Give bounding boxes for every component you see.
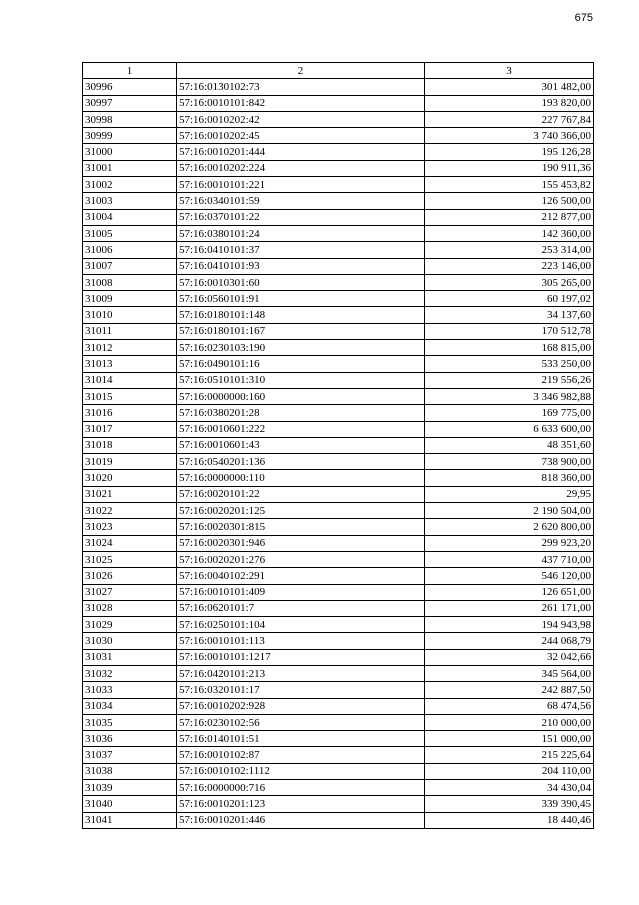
row-number-cell: 30996: [83, 79, 177, 95]
value-cell: 818 360,00: [425, 470, 594, 486]
value-cell: 299 923,20: [425, 535, 594, 551]
row-number-cell: 31014: [83, 372, 177, 388]
value-cell: 3 740 366,00: [425, 128, 594, 144]
value-cell: 169 775,00: [425, 405, 594, 421]
cadastral-number-cell: 57:16:0000000:110: [177, 470, 425, 486]
table-row: [83, 421, 594, 437]
value-cell: 3 346 982,88: [425, 388, 594, 404]
value-cell: 301 482,00: [425, 79, 594, 95]
row-number-cell: 31025: [83, 551, 177, 567]
row-number-cell: 31029: [83, 617, 177, 633]
value-cell: 437 710,00: [425, 551, 594, 567]
cadastral-number-cell: 57:16:0010101:113: [177, 633, 425, 649]
value-cell: 168 815,00: [425, 340, 594, 356]
cadastral-number-cell: 57:16:0340101:59: [177, 193, 425, 209]
table-row: [83, 519, 594, 535]
value-cell: 227 767,84: [425, 111, 594, 127]
cadastral-number-cell: 57:16:0410101:37: [177, 242, 425, 258]
cadastral-number-cell: 57:16:0180101:148: [177, 307, 425, 323]
table-row: [83, 568, 594, 584]
cadastral-number-cell: 57:16:0020201:125: [177, 503, 425, 519]
value-cell: 60 197,02: [425, 291, 594, 307]
table-row: [83, 225, 594, 241]
value-cell: 305 265,00: [425, 274, 594, 290]
table-row: [83, 405, 594, 421]
table-row: [83, 144, 594, 160]
cadastral-number-cell: 57:16:0010202:224: [177, 160, 425, 176]
value-cell: 2 190 504,00: [425, 503, 594, 519]
table-row: [83, 665, 594, 681]
table-row: [83, 160, 594, 176]
cadastral-number-cell: 57:16:0230102:56: [177, 714, 425, 730]
cadastral-number-cell: 57:16:0180101:167: [177, 323, 425, 339]
cadastral-number-cell: 57:16:0020301:815: [177, 519, 425, 535]
cadastral-number-cell: 57:16:0000000:160: [177, 388, 425, 404]
value-cell: 195 126,28: [425, 144, 594, 160]
cadastral-number-cell: 57:16:0560101:91: [177, 291, 425, 307]
row-number-cell: 31027: [83, 584, 177, 600]
row-number-cell: 31023: [83, 519, 177, 535]
row-number-cell: 31011: [83, 323, 177, 339]
cadastral-number-cell: 57:16:0320101:17: [177, 682, 425, 698]
table-row: [83, 633, 594, 649]
column-header-1: 1: [83, 63, 177, 79]
cadastral-number-cell: 57:16:0540201:136: [177, 454, 425, 470]
page-number: 675: [574, 12, 593, 24]
header-row: [83, 63, 594, 79]
table-row: [83, 340, 594, 356]
row-number-cell: 31016: [83, 405, 177, 421]
row-number-cell: 31021: [83, 486, 177, 502]
table-row: [83, 323, 594, 339]
row-number-cell: 31034: [83, 698, 177, 714]
cadastral-number-cell: 57:16:0010101:409: [177, 584, 425, 600]
cadastral-number-cell: 57:16:0620101:7: [177, 600, 425, 616]
table-row: [83, 682, 594, 698]
cadastral-number-cell: 57:16:0020301:946: [177, 535, 425, 551]
row-number-cell: 31035: [83, 714, 177, 730]
cadastral-number-cell: 57:16:0010601:43: [177, 437, 425, 453]
row-number-cell: 31019: [83, 454, 177, 470]
value-cell: 2 620 800,00: [425, 519, 594, 535]
table-row: [83, 714, 594, 730]
row-number-cell: 31020: [83, 470, 177, 486]
value-cell: 219 556,26: [425, 372, 594, 388]
table-row: [83, 274, 594, 290]
table-row: [83, 649, 594, 665]
cadastral-number-cell: 57:16:0010601:222: [177, 421, 425, 437]
cadastral-number-cell: 57:16:0010202:928: [177, 698, 425, 714]
value-cell: 142 360,00: [425, 225, 594, 241]
cadastral-number-cell: 57:16:0130102:73: [177, 79, 425, 95]
table-row: [83, 209, 594, 225]
table-row: [83, 763, 594, 779]
row-number-cell: 31010: [83, 307, 177, 323]
table-row: [83, 437, 594, 453]
table-row: [83, 258, 594, 274]
column-header-3: 3: [425, 63, 594, 79]
row-number-cell: 31004: [83, 209, 177, 225]
row-number-cell: 31030: [83, 633, 177, 649]
value-cell: 48 351,60: [425, 437, 594, 453]
row-number-cell: 31028: [83, 600, 177, 616]
value-cell: 126 500,00: [425, 193, 594, 209]
table-row: [83, 698, 594, 714]
table-row: [83, 617, 594, 633]
row-number-cell: 31007: [83, 258, 177, 274]
row-number-cell: 31006: [83, 242, 177, 258]
table-row: [83, 372, 594, 388]
value-cell: 194 943,98: [425, 617, 594, 633]
cadastral-number-cell: 57:16:0370101:22: [177, 209, 425, 225]
cadastral-number-cell: 57:16:0000000:716: [177, 780, 425, 796]
table-row: [83, 535, 594, 551]
cadastral-number-cell: 57:16:0010101:842: [177, 95, 425, 111]
table-row: [83, 503, 594, 519]
value-cell: 215 225,64: [425, 747, 594, 763]
row-number-cell: 31031: [83, 649, 177, 665]
registry-table: [82, 62, 594, 829]
table-row: [83, 584, 594, 600]
value-cell: 533 250,00: [425, 356, 594, 372]
row-number-cell: 30998: [83, 111, 177, 127]
table-row: [83, 128, 594, 144]
row-number-cell: 31026: [83, 568, 177, 584]
row-number-cell: 31015: [83, 388, 177, 404]
row-number-cell: 31022: [83, 503, 177, 519]
value-cell: 210 000,00: [425, 714, 594, 730]
row-number-cell: 31000: [83, 144, 177, 160]
cadastral-number-cell: 57:16:0510101:310: [177, 372, 425, 388]
row-number-cell: 30997: [83, 95, 177, 111]
row-number-cell: 31003: [83, 193, 177, 209]
cadastral-number-cell: 57:16:0410101:93: [177, 258, 425, 274]
row-number-cell: 31013: [83, 356, 177, 372]
table-row: [83, 95, 594, 111]
table-row: [83, 356, 594, 372]
cadastral-number-cell: 57:16:0420101:213: [177, 665, 425, 681]
row-number-cell: 31037: [83, 747, 177, 763]
cadastral-number-cell: 57:16:0380101:24: [177, 225, 425, 241]
table-row: [83, 291, 594, 307]
row-number-cell: 31038: [83, 763, 177, 779]
value-cell: 212 877,00: [425, 209, 594, 225]
cadastral-number-cell: 57:16:0010202:42: [177, 111, 425, 127]
value-cell: 32 042,66: [425, 649, 594, 665]
table-row: [83, 780, 594, 796]
value-cell: 223 146,00: [425, 258, 594, 274]
row-number-cell: 31009: [83, 291, 177, 307]
row-number-cell: 31002: [83, 177, 177, 193]
row-number-cell: 31001: [83, 160, 177, 176]
cadastral-number-cell: 57:16:0010102:1112: [177, 763, 425, 779]
value-cell: 29,95: [425, 486, 594, 502]
value-cell: 151 000,00: [425, 731, 594, 747]
table-body: [83, 79, 594, 829]
row-number-cell: 31036: [83, 731, 177, 747]
row-number-cell: 31032: [83, 665, 177, 681]
value-cell: 34 137,60: [425, 307, 594, 323]
cadastral-number-cell: 57:16:0010201:444: [177, 144, 425, 160]
cadastral-number-cell: 57:16:0250101:104: [177, 617, 425, 633]
row-number-cell: 31012: [83, 340, 177, 356]
table-row: [83, 388, 594, 404]
row-number-cell: 31041: [83, 812, 177, 828]
value-cell: 6 633 600,00: [425, 421, 594, 437]
cadastral-number-cell: 57:16:0010201:446: [177, 812, 425, 828]
row-number-cell: 31039: [83, 780, 177, 796]
table-row: [83, 812, 594, 828]
table-row: [83, 486, 594, 502]
cadastral-number-cell: 57:16:0140101:51: [177, 731, 425, 747]
value-cell: 18 440,46: [425, 812, 594, 828]
table-row: [83, 242, 594, 258]
cadastral-number-cell: 57:16:0010201:123: [177, 796, 425, 812]
cadastral-number-cell: 57:16:0010101:221: [177, 177, 425, 193]
cadastral-number-cell: 57:16:0020201:276: [177, 551, 425, 567]
value-cell: 738 900,00: [425, 454, 594, 470]
value-cell: 155 453,82: [425, 177, 594, 193]
value-cell: 170 512,78: [425, 323, 594, 339]
cadastral-number-cell: 57:16:0010301:60: [177, 274, 425, 290]
row-number-cell: 31005: [83, 225, 177, 241]
cadastral-number-cell: 57:16:0040102:291: [177, 568, 425, 584]
cadastral-number-cell: 57:16:0490101:16: [177, 356, 425, 372]
value-cell: 253 314,00: [425, 242, 594, 258]
value-cell: 204 110,00: [425, 763, 594, 779]
row-number-cell: 31017: [83, 421, 177, 437]
value-cell: 126 651,00: [425, 584, 594, 600]
table-row: [83, 454, 594, 470]
table-row: [83, 177, 594, 193]
row-number-cell: 31033: [83, 682, 177, 698]
table-row: [83, 796, 594, 812]
cadastral-number-cell: 57:16:0230103:190: [177, 340, 425, 356]
value-cell: 242 887,50: [425, 682, 594, 698]
value-cell: 345 564,00: [425, 665, 594, 681]
table-row: [83, 193, 594, 209]
cadastral-number-cell: 57:16:0010102:87: [177, 747, 425, 763]
table-row: [83, 551, 594, 567]
value-cell: 68 474,56: [425, 698, 594, 714]
value-cell: 244 068,79: [425, 633, 594, 649]
column-header-2: 2: [177, 63, 425, 79]
value-cell: 339 390,45: [425, 796, 594, 812]
value-cell: 546 120,00: [425, 568, 594, 584]
value-cell: 190 911,36: [425, 160, 594, 176]
table-row: [83, 600, 594, 616]
cadastral-number-cell: 57:16:0010101:1217: [177, 649, 425, 665]
table-row: [83, 111, 594, 127]
row-number-cell: 31024: [83, 535, 177, 551]
cadastral-number-cell: 57:16:0380201:28: [177, 405, 425, 421]
row-number-cell: 30999: [83, 128, 177, 144]
table-row: [83, 470, 594, 486]
row-number-cell: 31008: [83, 274, 177, 290]
row-number-cell: 31018: [83, 437, 177, 453]
cadastral-number-cell: 57:16:0020101:22: [177, 486, 425, 502]
table-row: [83, 79, 594, 95]
table-row: [83, 747, 594, 763]
value-cell: 193 820,00: [425, 95, 594, 111]
value-cell: 261 171,00: [425, 600, 594, 616]
table-row: [83, 731, 594, 747]
cadastral-number-cell: 57:16:0010202:45: [177, 128, 425, 144]
row-number-cell: 31040: [83, 796, 177, 812]
table-row: [83, 307, 594, 323]
value-cell: 34 430,04: [425, 780, 594, 796]
